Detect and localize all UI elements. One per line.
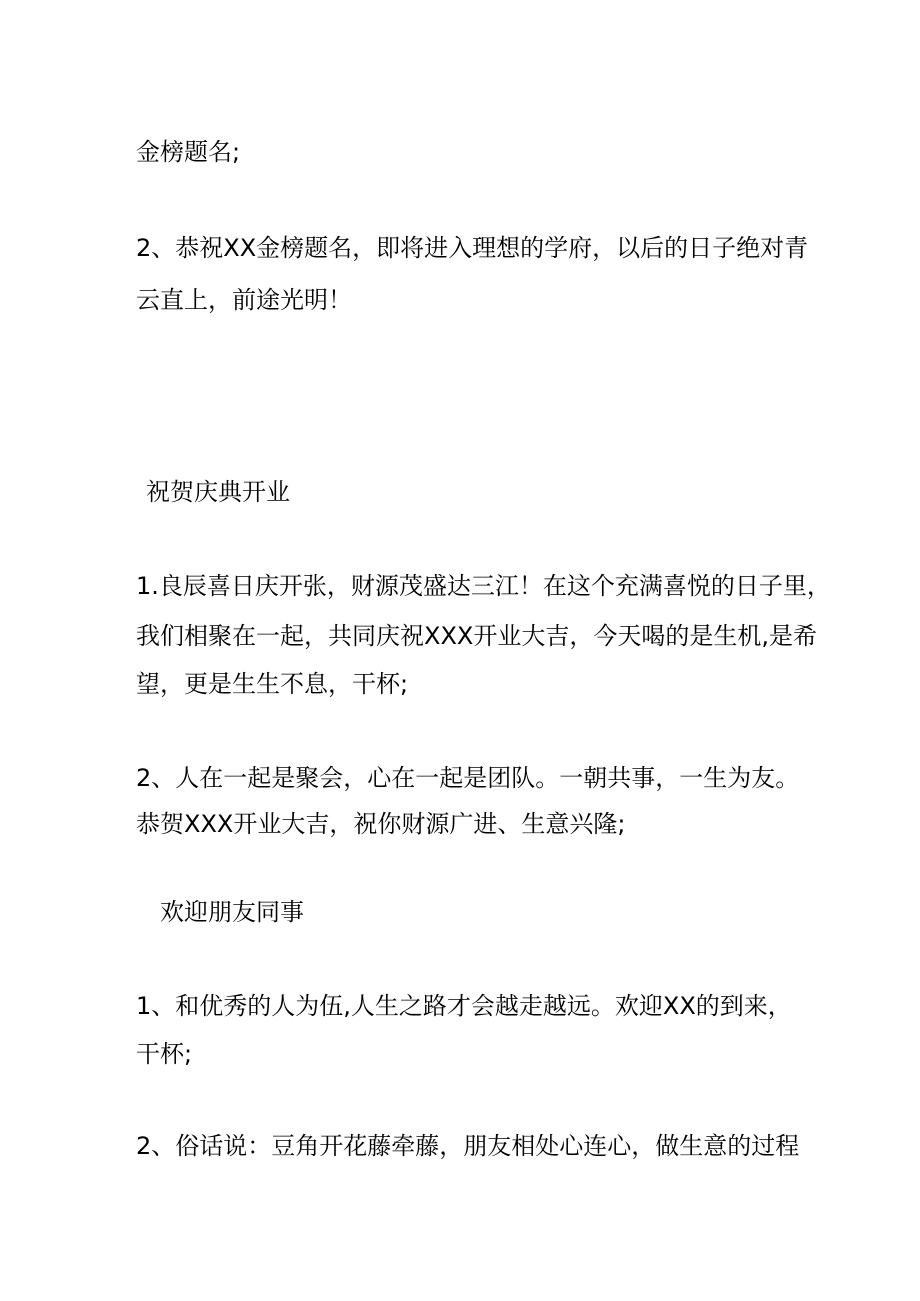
section-heading-opening: 祝贺庆典开业 — [146, 478, 290, 506]
section-heading-welcome: 欢迎朋友同事 — [160, 898, 304, 926]
welcome-wish-2-line-1: 2、俗话说：豆角开花藤牵藤，朋友相处心连心，做生意的过程 — [136, 1132, 800, 1160]
opening-wish-2-line-1: 2、人在一起是聚会，心在一起是团队。一朝共事，一生为友。 — [136, 764, 800, 792]
opening-wish-2-line-2: 恭贺XXX开业大吉，祝你财源广进、生意兴隆; — [136, 810, 626, 838]
opening-wish-1-line-3: 望，更是生生不息，干杯; — [136, 670, 409, 698]
welcome-wish-1-line-1: 1、和优秀的人为伍,人生之路才会越走越远。欢迎XX的到来， — [136, 992, 792, 1020]
exam-wish-2-line-1: 2、恭祝XX金榜题名，即将进入理想的学府，以后的日子绝对青 — [136, 234, 809, 262]
welcome-wish-1-line-2: 干杯; — [136, 1040, 193, 1068]
exam-wish-2-line-2: 云直上，前途光明！ — [136, 286, 352, 314]
paragraph-tail-line: 金榜题名; — [136, 138, 241, 166]
opening-wish-1-line-2: 我们相聚在一起，共同庆祝XXX开业大吉，今天喝的是生机,是希 — [136, 622, 817, 650]
opening-wish-1-line-1: 1.良辰喜日庆开张，财源茂盛达三江！在这个充满喜悦的日子里， — [136, 572, 831, 600]
